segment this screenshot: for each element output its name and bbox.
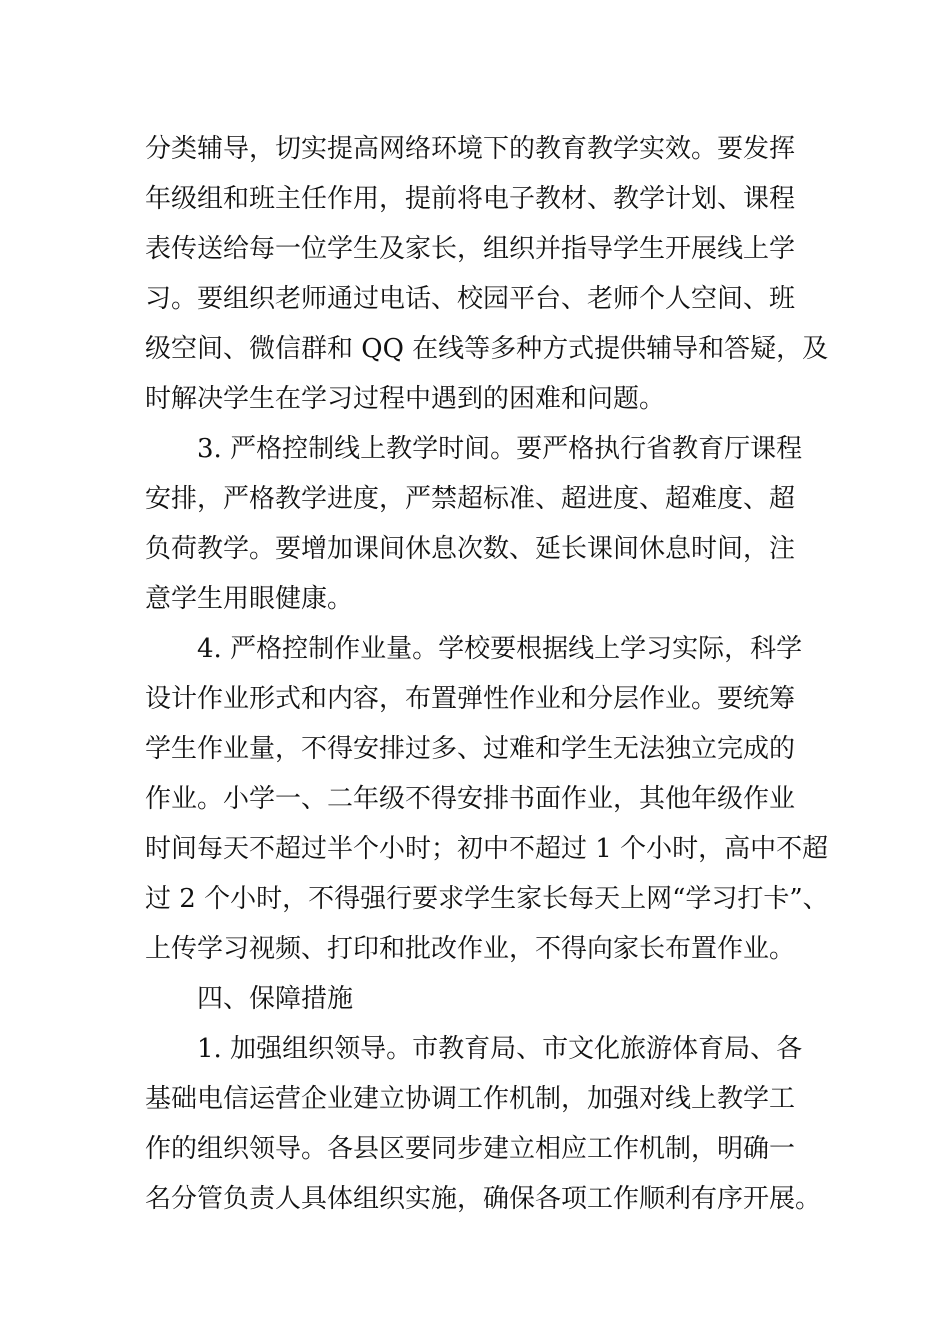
text-line: 设计作业形式和内容，布置弹性作业和分层作业。要统筹 <box>145 684 796 714</box>
text-line: 时解决学生在学习过程中遇到的困难和问题。 <box>145 384 666 414</box>
text-line: 时间每天不超过半个小时；初中不超过 1 个小时，高中不超 <box>145 834 829 864</box>
text-line: 年级组和班主任作用，提前将电子教材、教学计划、课程 <box>145 184 796 214</box>
paragraph-4-heading-line: 4. 严格控制作业量。学校要根据线上学习实际，科学 <box>145 634 803 664</box>
text-line: 级空间、微信群和 QQ 在线等多种方式提供辅导和答疑，及 <box>145 334 829 364</box>
paragraph-3-heading-line: 3. 严格控制线上教学时间。要严格执行省教育厅课程 <box>145 434 803 464</box>
text-line: 习。要组织老师通过电话、校园平台、老师个人空间、班 <box>145 284 796 314</box>
text-line: 分类辅导，切实提高网络环境下的教育教学实效。要发挥 <box>145 134 796 164</box>
text-line: 负荷教学。要增加课间休息次数、延长课间休息时间，注 <box>145 534 796 564</box>
text-line: 作的组织领导。各县区要同步建立相应工作机制，明确一 <box>145 1134 796 1164</box>
text-line: 上传学习视频、打印和批改作业，不得向家长布置作业。 <box>145 934 796 964</box>
document-body <box>145 128 829 1228</box>
text-line: 作业。小学一、二年级不得安排书面作业，其他年级作业 <box>145 784 796 814</box>
text-line: 安排，严格教学进度，严禁超标准、超进度、超难度、超 <box>145 484 796 514</box>
section-heading: 四、保障措施 <box>145 984 354 1014</box>
text-line: 名分管负责人具体组织实施，确保各项工作顺利有序开展。 <box>145 1184 822 1214</box>
text-line: 表传送给每一位学生及家长，组织并指导学生开展线上学 <box>145 234 796 264</box>
text-line: 意学生用眼健康。 <box>145 584 354 614</box>
text-line: 过 2 个小时，不得强行要求学生家长每天上网“学习打卡”、 <box>145 884 829 914</box>
paragraph-1-heading-line: 1. 加强组织领导。市教育局、市文化旅游体育局、各 <box>145 1034 803 1064</box>
text-line: 学生作业量，不得安排过多、过难和学生无法独立完成的 <box>145 734 796 764</box>
text-line: 基础电信运营企业建立协调工作机制，加强对线上教学工 <box>145 1084 796 1114</box>
